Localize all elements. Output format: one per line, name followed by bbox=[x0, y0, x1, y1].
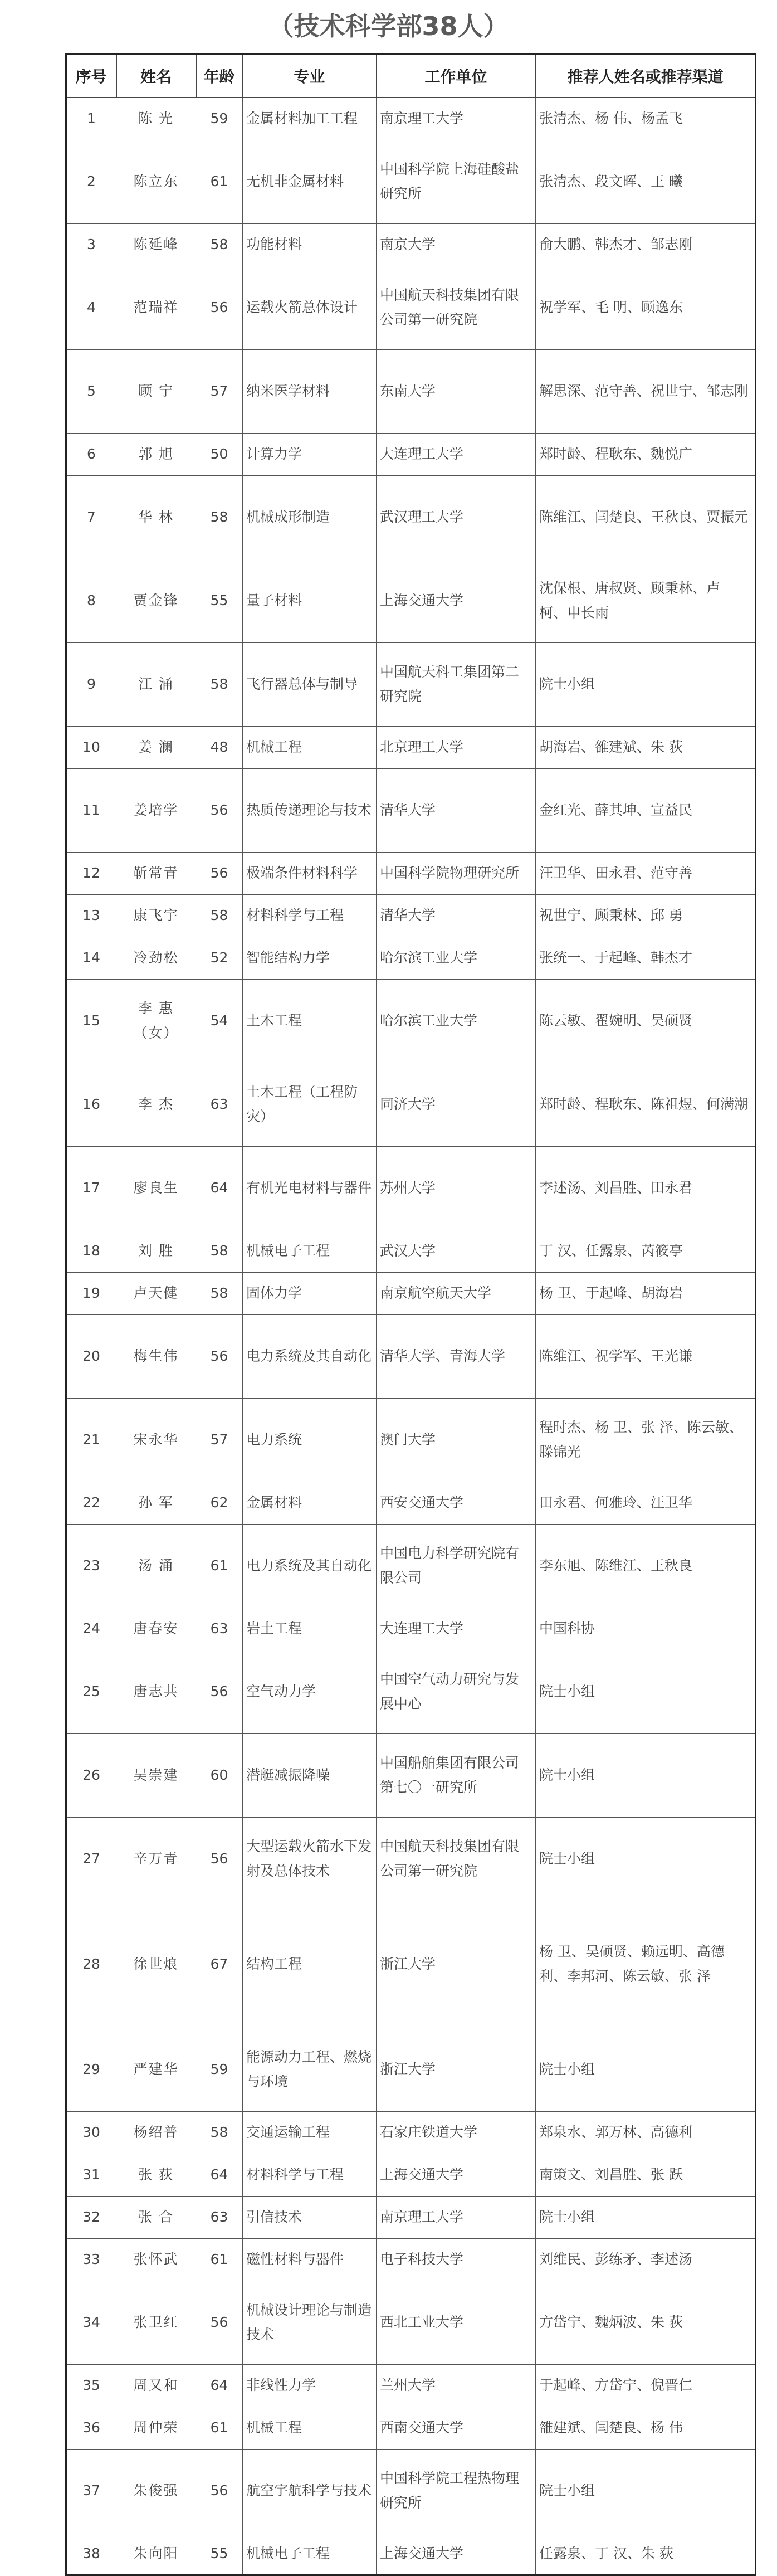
cell-recommender: 金红光、薛其坤、宣益民 bbox=[536, 768, 756, 852]
cell-recommender: 祝世宁、顾秉林、邱 勇 bbox=[536, 894, 756, 937]
table-row bbox=[66, 726, 756, 768]
cell-name: 范瑞祥 bbox=[116, 266, 196, 349]
cell-field: 智能结构力学 bbox=[243, 937, 377, 979]
cell-field: 纳米医学材料 bbox=[243, 349, 377, 433]
cell-unit: 清华大学 bbox=[377, 768, 536, 852]
cell-age: 60 bbox=[196, 1733, 243, 1817]
cell-no: 1 bbox=[66, 98, 116, 140]
cell-name: 辛万青 bbox=[116, 1817, 196, 1901]
cell-field: 无机非金属材料 bbox=[243, 140, 377, 223]
cell-recommender: 杨 卫、于起峰、胡海岩 bbox=[536, 1272, 756, 1314]
table-row bbox=[66, 2238, 756, 2281]
cell-no: 32 bbox=[66, 2196, 116, 2238]
cell-age: 58 bbox=[196, 642, 243, 726]
cell-name: 顾 宁 bbox=[116, 349, 196, 433]
table-row bbox=[66, 1230, 756, 1272]
cell-name: 李 杰 bbox=[116, 1063, 196, 1146]
cell-name: 李 惠（女） bbox=[116, 979, 196, 1063]
cell-age: 56 bbox=[196, 1314, 243, 1398]
cell-unit: 澳门大学 bbox=[377, 1398, 536, 1482]
table-row bbox=[66, 894, 756, 937]
cell-name: 朱俊强 bbox=[116, 2449, 196, 2533]
cell-unit: 浙江大学 bbox=[377, 2028, 536, 2111]
cell-age: 64 bbox=[196, 1146, 243, 1230]
cell-unit: 中国航天科工集团第二研究院 bbox=[377, 642, 536, 726]
cell-recommender: 程时杰、杨 卫、张 泽、陈云敏、滕锦光 bbox=[536, 1398, 756, 1482]
cell-age: 56 bbox=[196, 768, 243, 852]
cell-no: 9 bbox=[66, 642, 116, 726]
cell-unit: 南京航空航天大学 bbox=[377, 1272, 536, 1314]
cell-unit: 上海交通大学 bbox=[377, 2154, 536, 2196]
cell-recommender: 汪卫华、田永君、范守善 bbox=[536, 852, 756, 894]
cell-field: 量子材料 bbox=[243, 559, 377, 642]
cell-field: 大型运载火箭水下发射及总体技术 bbox=[243, 1817, 377, 1901]
table-row bbox=[66, 140, 756, 223]
cell-name: 周仲荣 bbox=[116, 2407, 196, 2449]
cell-no: 31 bbox=[66, 2154, 116, 2196]
cell-recommender: 郑时龄、程耿东、魏悦广 bbox=[536, 433, 756, 475]
cell-unit: 清华大学、青海大学 bbox=[377, 1314, 536, 1398]
cell-age: 55 bbox=[196, 559, 243, 642]
cell-recommender: 中国科协 bbox=[536, 1608, 756, 1650]
cell-unit: 哈尔滨工业大学 bbox=[377, 979, 536, 1063]
cell-age: 56 bbox=[196, 2449, 243, 2533]
cell-no: 35 bbox=[66, 2364, 116, 2407]
cell-no: 3 bbox=[66, 223, 116, 266]
table-row bbox=[66, 1817, 756, 1901]
cell-age: 56 bbox=[196, 1650, 243, 1733]
cell-no: 27 bbox=[66, 1817, 116, 1901]
table-row bbox=[66, 2111, 756, 2154]
cell-recommender: 院士小组 bbox=[536, 1733, 756, 1817]
cell-field: 机械工程 bbox=[243, 2407, 377, 2449]
table-row bbox=[66, 475, 756, 559]
cell-no: 2 bbox=[66, 140, 116, 223]
cell-unit: 大连理工大学 bbox=[377, 433, 536, 475]
cell-name: 宋永华 bbox=[116, 1398, 196, 1482]
cell-age: 61 bbox=[196, 2407, 243, 2449]
table-row bbox=[66, 98, 756, 140]
cell-field: 机械设计理论与制造技术 bbox=[243, 2281, 377, 2364]
cell-field: 电力系统及其自动化 bbox=[243, 1314, 377, 1398]
cell-unit: 南京大学 bbox=[377, 223, 536, 266]
cell-unit: 同济大学 bbox=[377, 1063, 536, 1146]
cell-unit: 兰州大学 bbox=[377, 2364, 536, 2407]
cell-no: 30 bbox=[66, 2111, 116, 2154]
cell-age: 64 bbox=[196, 2154, 243, 2196]
cell-recommender: 俞大鹏、韩杰才、邹志刚 bbox=[536, 223, 756, 266]
cell-recommender: 祝学军、毛 明、顾逸东 bbox=[536, 266, 756, 349]
table-row bbox=[66, 349, 756, 433]
cell-unit: 南京理工大学 bbox=[377, 2196, 536, 2238]
cell-field: 飞行器总体与制导 bbox=[243, 642, 377, 726]
cell-field: 金属材料 bbox=[243, 1482, 377, 1524]
header-age: 年龄 bbox=[196, 54, 243, 98]
cell-recommender: 院士小组 bbox=[536, 2449, 756, 2533]
cell-age: 57 bbox=[196, 349, 243, 433]
table-row bbox=[66, 433, 756, 475]
cell-no: 10 bbox=[66, 726, 116, 768]
cell-name: 郭 旭 bbox=[116, 433, 196, 475]
cell-unit: 石家庄铁道大学 bbox=[377, 2111, 536, 2154]
table-row bbox=[66, 642, 756, 726]
table-row bbox=[66, 1482, 756, 1524]
cell-age: 50 bbox=[196, 433, 243, 475]
cell-unit: 西北工业大学 bbox=[377, 2281, 536, 2364]
cell-age: 61 bbox=[196, 140, 243, 223]
cell-field: 机械电子工程 bbox=[243, 2533, 377, 2575]
cell-recommender: 丁 汉、任露泉、芮筱亭 bbox=[536, 1230, 756, 1272]
cell-no: 22 bbox=[66, 1482, 116, 1524]
cell-age: 61 bbox=[196, 1524, 243, 1608]
cell-no: 23 bbox=[66, 1524, 116, 1608]
cell-no: 14 bbox=[66, 937, 116, 979]
cell-recommender: 方岱宁、魏炳波、朱 荻 bbox=[536, 2281, 756, 2364]
cell-recommender: 雒建斌、闫楚良、杨 伟 bbox=[536, 2407, 756, 2449]
page-title: （技术科学部38人） bbox=[268, 11, 509, 41]
cell-no: 6 bbox=[66, 433, 116, 475]
cell-unit: 中国电力科学研究院有限公司 bbox=[377, 1524, 536, 1608]
cell-unit: 中国科学院上海硅酸盐研究所 bbox=[377, 140, 536, 223]
cell-unit: 西南交通大学 bbox=[377, 2407, 536, 2449]
cell-unit: 武汉大学 bbox=[377, 1230, 536, 1272]
cell-no: 21 bbox=[66, 1398, 116, 1482]
cell-recommender: 郑泉水、郭万林、高德利 bbox=[536, 2111, 756, 2154]
cell-age: 63 bbox=[196, 1063, 243, 1146]
cell-recommender: 郑时龄、程耿东、陈祖煜、何满潮 bbox=[536, 1063, 756, 1146]
cell-name: 梅生伟 bbox=[116, 1314, 196, 1398]
cell-age: 56 bbox=[196, 1817, 243, 1901]
cell-age: 52 bbox=[196, 937, 243, 979]
table-row bbox=[66, 768, 756, 852]
cell-field: 非线性力学 bbox=[243, 2364, 377, 2407]
cell-field: 电力系统及其自动化 bbox=[243, 1524, 377, 1608]
cell-field: 潜艇减振降噪 bbox=[243, 1733, 377, 1817]
header-field: 专业 bbox=[243, 54, 377, 98]
cell-age: 54 bbox=[196, 979, 243, 1063]
table-row bbox=[66, 2028, 756, 2111]
cell-unit: 西安交通大学 bbox=[377, 1482, 536, 1524]
cell-name: 周又和 bbox=[116, 2364, 196, 2407]
cell-recommender: 张清杰、段文晖、王 曦 bbox=[536, 140, 756, 223]
table-row bbox=[66, 2154, 756, 2196]
cell-field: 固体力学 bbox=[243, 1272, 377, 1314]
cell-no: 13 bbox=[66, 894, 116, 937]
cell-age: 61 bbox=[196, 2238, 243, 2281]
cell-unit: 中国航天科技集团有限公司第一研究院 bbox=[377, 266, 536, 349]
cell-unit: 中国空气动力研究与发展中心 bbox=[377, 1650, 536, 1733]
cell-unit: 上海交通大学 bbox=[377, 559, 536, 642]
cell-unit: 大连理工大学 bbox=[377, 1608, 536, 1650]
table-row bbox=[66, 1901, 756, 2028]
cell-age: 59 bbox=[196, 2028, 243, 2111]
cell-recommender: 沈保根、唐叔贤、顾秉林、卢 柯、申长雨 bbox=[536, 559, 756, 642]
cell-age: 58 bbox=[196, 894, 243, 937]
cell-age: 58 bbox=[196, 475, 243, 559]
cell-unit: 中国航天科技集团有限公司第一研究院 bbox=[377, 1817, 536, 1901]
cell-no: 12 bbox=[66, 852, 116, 894]
cell-no: 8 bbox=[66, 559, 116, 642]
table-row bbox=[66, 1063, 756, 1146]
cell-name: 华 林 bbox=[116, 475, 196, 559]
cell-no: 28 bbox=[66, 1901, 116, 2028]
cell-recommender: 院士小组 bbox=[536, 2028, 756, 2111]
table-header-row bbox=[66, 54, 756, 98]
cell-recommender: 任露泉、丁 汉、朱 荻 bbox=[536, 2533, 756, 2575]
cell-recommender: 陈维江、闫楚良、王秋良、贾振元 bbox=[536, 475, 756, 559]
cell-name: 张 合 bbox=[116, 2196, 196, 2238]
cell-no: 18 bbox=[66, 1230, 116, 1272]
cell-no: 38 bbox=[66, 2533, 116, 2575]
cell-age: 59 bbox=[196, 98, 243, 140]
table-row bbox=[66, 2196, 756, 2238]
cell-field: 极端条件材料科学 bbox=[243, 852, 377, 894]
cell-no: 37 bbox=[66, 2449, 116, 2533]
table-row bbox=[66, 2533, 756, 2575]
cell-age: 58 bbox=[196, 2111, 243, 2154]
cell-unit: 中国船舶集团有限公司第七〇一研究所 bbox=[377, 1733, 536, 1817]
cell-field: 土木工程（工程防灾） bbox=[243, 1063, 377, 1146]
cell-recommender: 于起峰、方岱宁、倪晋仁 bbox=[536, 2364, 756, 2407]
cell-age: 58 bbox=[196, 1272, 243, 1314]
cell-unit: 武汉理工大学 bbox=[377, 475, 536, 559]
cell-name: 陈立东 bbox=[116, 140, 196, 223]
cell-no: 26 bbox=[66, 1733, 116, 1817]
cell-name: 唐志共 bbox=[116, 1650, 196, 1733]
cell-name: 徐世烺 bbox=[116, 1901, 196, 2028]
cell-no: 20 bbox=[66, 1314, 116, 1398]
table-row bbox=[66, 559, 756, 642]
cell-field: 电力系统 bbox=[243, 1398, 377, 1482]
cell-age: 58 bbox=[196, 223, 243, 266]
cell-field: 有机光电材料与器件 bbox=[243, 1146, 377, 1230]
cell-field: 空气动力学 bbox=[243, 1650, 377, 1733]
cell-age: 57 bbox=[196, 1398, 243, 1482]
header-unit: 工作单位 bbox=[377, 54, 536, 98]
cell-name: 汤 涌 bbox=[116, 1524, 196, 1608]
cell-name: 陈 光 bbox=[116, 98, 196, 140]
cell-recommender: 张统一、于起峰、韩杰才 bbox=[536, 937, 756, 979]
cell-recommender: 李述汤、刘昌胜、田永君 bbox=[536, 1146, 756, 1230]
cell-name: 姜培学 bbox=[116, 768, 196, 852]
cell-recommender: 刘维民、彭练矛、李述汤 bbox=[536, 2238, 756, 2281]
cell-name: 刘 胜 bbox=[116, 1230, 196, 1272]
cell-unit: 中国科学院物理研究所 bbox=[377, 852, 536, 894]
cell-unit: 浙江大学 bbox=[377, 1901, 536, 2028]
table-row bbox=[66, 2281, 756, 2364]
cell-field: 机械电子工程 bbox=[243, 1230, 377, 1272]
table-row bbox=[66, 1608, 756, 1650]
table-body bbox=[66, 98, 756, 2575]
cell-field: 材料科学与工程 bbox=[243, 2154, 377, 2196]
header-recommender: 推荐人姓名或推荐渠道 bbox=[536, 54, 756, 98]
cell-field: 航空宇航科学与技术 bbox=[243, 2449, 377, 2533]
cell-recommender: 李东旭、陈维江、王秋良 bbox=[536, 1524, 756, 1608]
candidate-table bbox=[65, 53, 756, 2576]
cell-unit: 上海交通大学 bbox=[377, 2533, 536, 2575]
cell-age: 55 bbox=[196, 2533, 243, 2575]
cell-name: 杨绍普 bbox=[116, 2111, 196, 2154]
cell-age: 58 bbox=[196, 1230, 243, 1272]
table-row bbox=[66, 937, 756, 979]
cell-recommender: 南策文、刘昌胜、张 跃 bbox=[536, 2154, 756, 2196]
cell-age: 63 bbox=[196, 2196, 243, 2238]
cell-field: 土木工程 bbox=[243, 979, 377, 1063]
table-row bbox=[66, 979, 756, 1063]
cell-no: 33 bbox=[66, 2238, 116, 2281]
header-no: 序号 bbox=[66, 54, 116, 98]
cell-name: 卢天健 bbox=[116, 1272, 196, 1314]
cell-name: 孙 军 bbox=[116, 1482, 196, 1524]
cell-no: 29 bbox=[66, 2028, 116, 2111]
cell-age: 56 bbox=[196, 2281, 243, 2364]
cell-unit: 苏州大学 bbox=[377, 1146, 536, 1230]
cell-no: 34 bbox=[66, 2281, 116, 2364]
table-row bbox=[66, 223, 756, 266]
cell-recommender: 张清杰、杨 伟、杨孟飞 bbox=[536, 98, 756, 140]
cell-field: 计算力学 bbox=[243, 433, 377, 475]
cell-no: 24 bbox=[66, 1608, 116, 1650]
table-row bbox=[66, 2364, 756, 2407]
cell-recommender: 陈维江、祝学军、王光谦 bbox=[536, 1314, 756, 1398]
cell-field: 结构工程 bbox=[243, 1901, 377, 2028]
cell-recommender: 胡海岩、雒建斌、朱 荻 bbox=[536, 726, 756, 768]
cell-no: 7 bbox=[66, 475, 116, 559]
cell-recommender: 院士小组 bbox=[536, 2196, 756, 2238]
cell-age: 67 bbox=[196, 1901, 243, 2028]
cell-name: 严建华 bbox=[116, 2028, 196, 2111]
table-row bbox=[66, 1146, 756, 1230]
cell-field: 功能材料 bbox=[243, 223, 377, 266]
cell-field: 运载火箭总体设计 bbox=[243, 266, 377, 349]
cell-unit: 东南大学 bbox=[377, 349, 536, 433]
cell-age: 62 bbox=[196, 1482, 243, 1524]
cell-name: 唐春安 bbox=[116, 1608, 196, 1650]
cell-name: 靳常青 bbox=[116, 852, 196, 894]
cell-recommender: 田永君、何雅玲、汪卫华 bbox=[536, 1482, 756, 1524]
cell-no: 5 bbox=[66, 349, 116, 433]
cell-age: 56 bbox=[196, 852, 243, 894]
cell-unit: 北京理工大学 bbox=[377, 726, 536, 768]
cell-name: 陈延峰 bbox=[116, 223, 196, 266]
cell-recommender: 院士小组 bbox=[536, 1817, 756, 1901]
cell-unit: 清华大学 bbox=[377, 894, 536, 937]
header-name: 姓名 bbox=[116, 54, 196, 98]
cell-name: 张怀武 bbox=[116, 2238, 196, 2281]
table-row bbox=[66, 1733, 756, 1817]
cell-field: 金属材料加工工程 bbox=[243, 98, 377, 140]
cell-age: 63 bbox=[196, 1608, 243, 1650]
cell-field: 引信技术 bbox=[243, 2196, 377, 2238]
cell-no: 17 bbox=[66, 1146, 116, 1230]
table-row bbox=[66, 1398, 756, 1482]
cell-recommender: 院士小组 bbox=[536, 1650, 756, 1733]
cell-age: 64 bbox=[196, 2364, 243, 2407]
cell-no: 15 bbox=[66, 979, 116, 1063]
cell-name: 姜 澜 bbox=[116, 726, 196, 768]
cell-field: 能源动力工程、燃烧与环境 bbox=[243, 2028, 377, 2111]
cell-recommender: 陈云敏、翟婉明、吴硕贤 bbox=[536, 979, 756, 1063]
cell-age: 56 bbox=[196, 266, 243, 349]
table-row bbox=[66, 852, 756, 894]
table-row bbox=[66, 2449, 756, 2533]
cell-recommender: 解思深、范守善、祝世宁、邹志刚 bbox=[536, 349, 756, 433]
table-row bbox=[66, 2407, 756, 2449]
cell-age: 48 bbox=[196, 726, 243, 768]
table-row bbox=[66, 1650, 756, 1733]
cell-unit: 哈尔滨工业大学 bbox=[377, 937, 536, 979]
cell-field: 交通运输工程 bbox=[243, 2111, 377, 2154]
table-row bbox=[66, 266, 756, 349]
cell-unit: 电子科技大学 bbox=[377, 2238, 536, 2281]
cell-field: 机械成形制造 bbox=[243, 475, 377, 559]
cell-unit: 中国科学院工程热物理研究所 bbox=[377, 2449, 536, 2533]
cell-no: 4 bbox=[66, 266, 116, 349]
cell-field: 岩土工程 bbox=[243, 1608, 377, 1650]
cell-no: 19 bbox=[66, 1272, 116, 1314]
cell-name: 廖良生 bbox=[116, 1146, 196, 1230]
cell-field: 机械工程 bbox=[243, 726, 377, 768]
cell-field: 材料科学与工程 bbox=[243, 894, 377, 937]
cell-recommender: 杨 卫、吴硕贤、赖远明、高德利、李邦河、陈云敏、张 泽 bbox=[536, 1901, 756, 2028]
cell-field: 磁性材料与器件 bbox=[243, 2238, 377, 2281]
cell-name: 康飞宇 bbox=[116, 894, 196, 937]
cell-name: 朱向阳 bbox=[116, 2533, 196, 2575]
cell-name: 冷劲松 bbox=[116, 937, 196, 979]
cell-name: 江 涌 bbox=[116, 642, 196, 726]
cell-name: 张 荻 bbox=[116, 2154, 196, 2196]
cell-name: 吴崇建 bbox=[116, 1733, 196, 1817]
cell-no: 16 bbox=[66, 1063, 116, 1146]
cell-unit: 南京理工大学 bbox=[377, 98, 536, 140]
cell-no: 36 bbox=[66, 2407, 116, 2449]
table-row bbox=[66, 1524, 756, 1608]
cell-name: 贾金锋 bbox=[116, 559, 196, 642]
table-row bbox=[66, 1272, 756, 1314]
cell-field: 热质传递理论与技术 bbox=[243, 768, 377, 852]
cell-no: 25 bbox=[66, 1650, 116, 1733]
cell-name: 张卫红 bbox=[116, 2281, 196, 2364]
cell-recommender: 院士小组 bbox=[536, 642, 756, 726]
cell-no: 11 bbox=[66, 768, 116, 852]
table-row bbox=[66, 1314, 756, 1398]
